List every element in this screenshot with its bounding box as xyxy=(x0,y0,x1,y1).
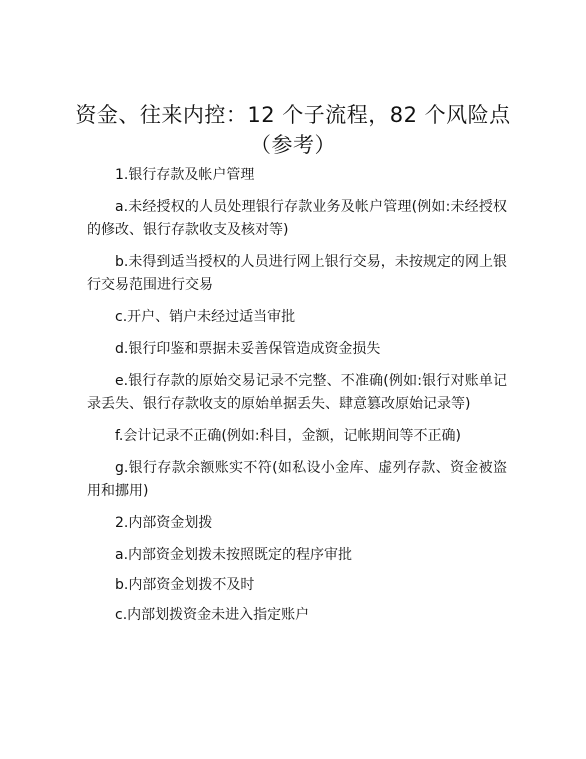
document-body xyxy=(87,164,507,634)
risk-item: c.开户、销户未经过适当审批 xyxy=(115,309,296,325)
risk-item: e.银行存款的原始交易记录不完整、不准确(例如:银行对账单记录丢失、银行存款收支的原始单据丢失、肆意篡改原始记录等) xyxy=(87,373,507,412)
document-title-note: （参考） xyxy=(250,133,336,157)
section-heading-internal-transfer: 2.内部资金划拨 xyxy=(115,515,213,531)
risk-item: f.会计记录不正确(例如:科目，金额，记帐期间等不正确) xyxy=(115,428,461,444)
risk-item: c.内部划拨资金未进入指定账户 xyxy=(115,607,310,623)
document-title: 资金、往来内控：12 个子流程，82 个风险点 xyxy=(75,103,511,127)
risk-item: a.未经授权的人员处理银行存款业务及帐户管理(例如:未经授权的修改、银行存款收支及核对等) xyxy=(87,199,507,238)
risk-item: b.未得到适当授权的人员进行网上银行交易，未按规定的网上银行交易范围进行交易 xyxy=(87,254,507,293)
risk-item: d.银行印鉴和票据未妥善保管造成资金损失 xyxy=(115,341,381,357)
risk-item: b.内部资金划拨不及时 xyxy=(115,577,255,593)
risk-item: g.银行存款余额账实不符(如私设小金库、虚列存款、资金被盗用和挪用) xyxy=(87,460,507,499)
risk-item: a.内部资金划拨未按照既定的程序审批 xyxy=(115,547,353,563)
section-heading-bank-deposit: 1.银行存款及帐户管理 xyxy=(115,167,255,183)
